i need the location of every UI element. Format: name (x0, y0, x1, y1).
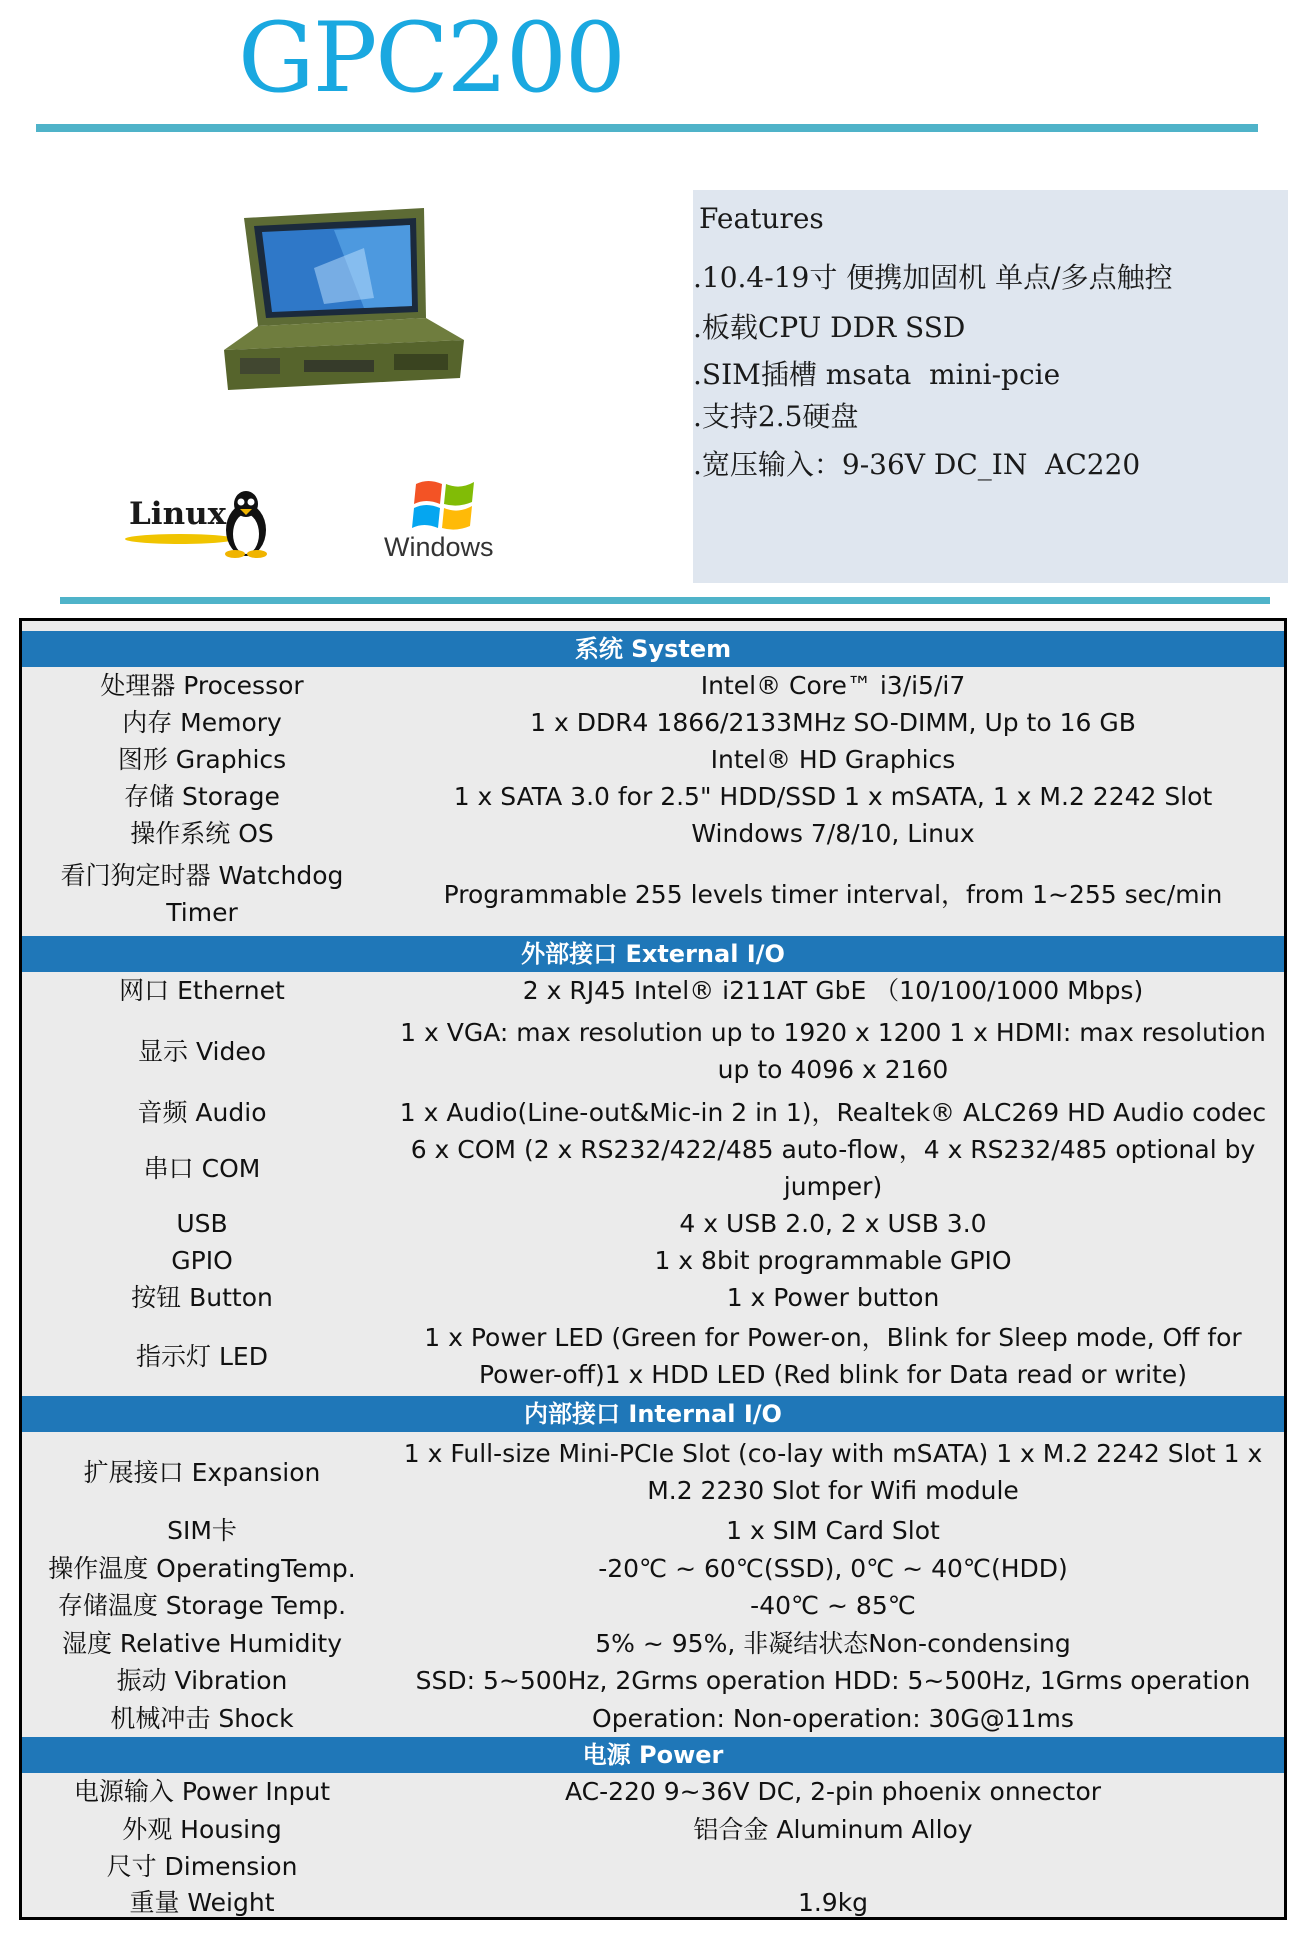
table-row (22, 778, 1284, 815)
spec-value: 1 x Full-size Mini-PCIe Slot (co-lay with mSATA) 1 x M.2 2242 Slot 1 x M.2 2230 Slot for Wifi module (403, 1439, 1263, 1505)
spec-label: 显示 Video (138, 1036, 266, 1066)
table-row (22, 1773, 1284, 1810)
specification-table (19, 618, 1287, 1920)
spec-value: Intel® HD Graphics (710, 745, 956, 774)
spec-label: 扩展接口 Expansion (83, 1457, 321, 1487)
spec-value: 6 x COM (2 x RS232/422/485 auto-flow，4 x RS232/485 optional by jumper) (410, 1135, 1256, 1201)
spec-value: 1 x SATA 3.0 for 2.5" HDD/SSD 1 x mSATA, 1 x M.2 2242 Slot (453, 782, 1213, 811)
spec-value: -20℃ ~ 60℃(SSD), 0℃ ~ 40℃(HDD) (598, 1553, 1068, 1583)
windows-logo-text: Windows (384, 532, 494, 562)
spec-label: 指示灯 LED (136, 1341, 268, 1371)
feature-item: .宽压输入：9-36V DC_IN AC220 (693, 448, 1141, 481)
spec-label: 网口 Ethernet (119, 976, 285, 1005)
spec-label: 操作系统 OS (130, 819, 274, 848)
spec-value: 铝合金 Aluminum Alloy (693, 1814, 973, 1844)
table-row (22, 1242, 1284, 1279)
spec-value: AC-220 9~36V DC, 2-pin phoenix onnector (564, 1777, 1102, 1806)
table-row (22, 852, 1284, 936)
spec-value: Programmable 255 levels timer interval，from 1~255 sec/min (443, 879, 1223, 909)
spec-label: 电源输入 Power Input (73, 1777, 331, 1806)
section-header-external-io: 外部接口 External I/O (22, 936, 1284, 972)
table-row (22, 667, 1284, 704)
spec-label: 机械冲击 Shock (110, 1703, 294, 1733)
features-heading: Features (699, 202, 824, 235)
section-header-power: 电源 Power (22, 1737, 1284, 1773)
spec-value: 2 x RJ45 Intel® i211AT GbE （10/100/1000 Mbps) (522, 976, 1144, 1005)
spec-label: SIM卡 (167, 1516, 237, 1545)
spec-value: -40℃ ~ 85℃ (750, 1591, 916, 1620)
table-row (22, 1549, 1284, 1587)
table-row (22, 1512, 1284, 1549)
table-row (22, 1848, 1284, 1885)
table-row (22, 741, 1284, 778)
spec-label: USB (176, 1209, 228, 1238)
table-row (22, 1131, 1284, 1205)
spec-label: 尺寸 Dimension (106, 1852, 298, 1881)
spec-value: 1 x Power LED (Green for Power-on，Blink for Sleep mode, Off for Power-off)1 x HDD LED (Red blink for Data read or write) (424, 1323, 1242, 1389)
spec-label: 存储温度 Storage Temp. (57, 1591, 347, 1620)
table-row (22, 1662, 1284, 1699)
tux-penguin-icon (221, 490, 271, 558)
spec-label: 内存 Memory (122, 708, 282, 737)
section-header-internal-io: 内部接口 Internal I/O (22, 1396, 1284, 1432)
table-row (22, 815, 1284, 852)
spec-value: 1.9kg (797, 1887, 869, 1917)
spec-label: 湿度 Relative Humidity (61, 1628, 343, 1658)
table-row (22, 1699, 1284, 1737)
linux-logo-swoosh (125, 534, 235, 544)
table-row (22, 972, 1284, 1009)
table-row (22, 1009, 1284, 1093)
table-row (22, 1810, 1284, 1848)
spec-label: GPIO (171, 1246, 233, 1275)
table-row (22, 1624, 1284, 1662)
table-row (22, 1587, 1284, 1624)
spec-value: SSD: 5~500Hz, 2Grms operation HDD: 5~500Hz, 1Grms operation (415, 1666, 1251, 1695)
table-row (22, 1885, 1284, 1919)
spec-value: 1 x DDR4 1866/2133MHz SO-DIMM, Up to 16 GB (530, 708, 1136, 737)
spec-value: 1 x SIM Card Slot (726, 1516, 940, 1545)
section-header-system: 系统 System (22, 631, 1284, 667)
laptop-product-image (214, 208, 472, 390)
spec-label: 看门狗定时器 Watchdog Timer (60, 861, 344, 927)
windows-flag-icon (410, 476, 478, 538)
feature-item: .支持2.5硬盘 (693, 400, 859, 433)
table-row (22, 1316, 1284, 1396)
linux-logo (125, 490, 270, 562)
table-row (22, 1093, 1284, 1131)
spec-label: 存储 Storage (124, 782, 280, 811)
spec-value: 1 x Audio(Line-out&Mic-in 2 in 1)，Realtek® ALC269 HD Audio codec (399, 1097, 1267, 1127)
spec-label: 图形 Graphics (117, 745, 287, 774)
feature-item: .SIM插槽 msata mini-pcie (693, 358, 1061, 391)
spec-value: 1 x VGA: max resolution up to 1920 x 1200 1 x HDMI: max resolution up to 4096 x 2160 (400, 1018, 1266, 1084)
table-row (22, 1279, 1284, 1316)
spec-label: 重量 Weight (129, 1887, 275, 1917)
page-title: GPC200 (238, 2, 624, 114)
table-row (22, 1205, 1284, 1242)
spec-label: 外观 Housing (122, 1814, 282, 1844)
spec-value: Operation: Non-operation: 30G@11ms (592, 1703, 1074, 1733)
spec-label: 串口 COM (143, 1153, 261, 1183)
spec-value (382, 1848, 1284, 1885)
table-row (22, 704, 1284, 741)
feature-item: .10.4-19寸 便携加固机 单点/多点触控 (693, 261, 1173, 294)
linux-logo-text: Linux (129, 496, 227, 532)
spec-label: 操作温度 OperatingTemp. (48, 1553, 356, 1583)
section-divider (60, 597, 1270, 604)
spec-label: 处理器 Processor (100, 671, 304, 700)
header-divider (36, 124, 1258, 132)
spec-label: 音频 Audio (137, 1097, 267, 1127)
spec-value: Intel® Core™ i3/i5/i7 (700, 671, 966, 700)
windows-logo (382, 476, 512, 566)
spec-value: 1 x 8bit programmable GPIO (654, 1246, 1012, 1275)
feature-item: .板载CPU DDR SSD (693, 311, 966, 344)
spec-value: 1 x Power button (726, 1283, 940, 1312)
spec-value: Windows 7/8/10, Linux (691, 819, 975, 848)
features-panel (693, 190, 1288, 583)
table-row (22, 1432, 1284, 1512)
spec-value: 4 x USB 2.0, 2 x USB 3.0 (679, 1209, 987, 1238)
spec-value: 5% ~ 95%, 非凝结状态Non-condensing (595, 1628, 1071, 1658)
spec-label: 振动 Vibration (116, 1666, 288, 1695)
spec-label: 按钮 Button (131, 1283, 273, 1312)
